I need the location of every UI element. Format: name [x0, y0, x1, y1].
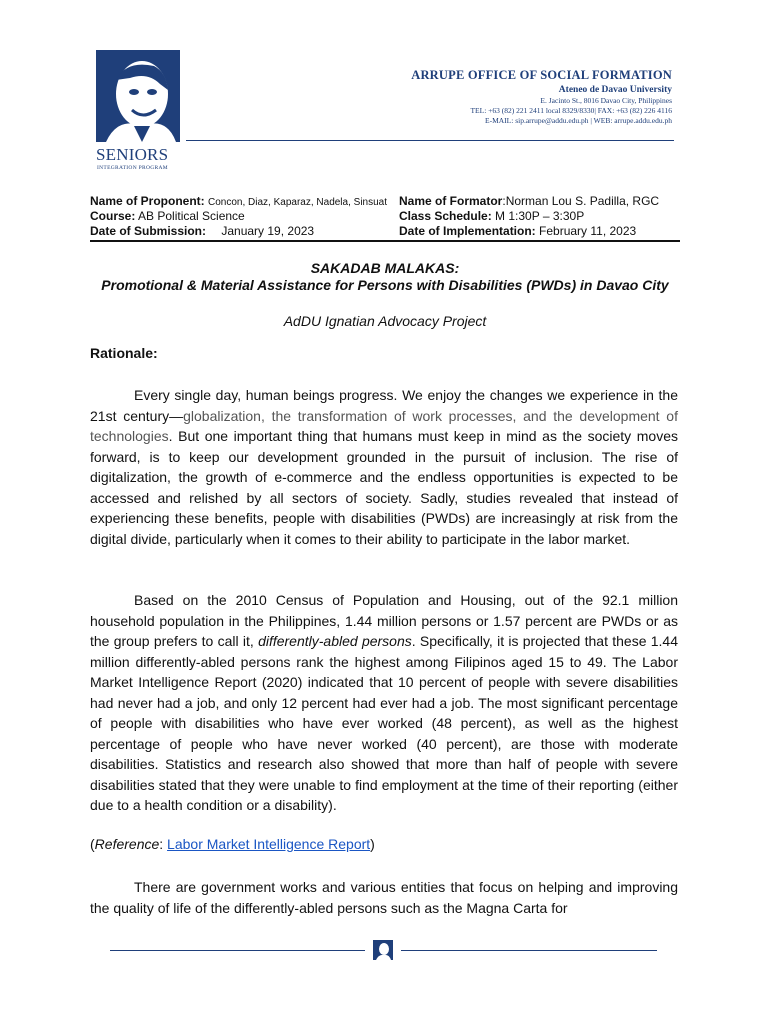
logo-subtitle: INTEGRATION PROGRAM — [97, 165, 168, 171]
implementation-row — [399, 224, 636, 239]
ref-label: Reference — [94, 836, 160, 852]
submission-value: January 19, 2023 — [221, 224, 315, 238]
proponent-row — [90, 194, 387, 210]
course-row — [90, 209, 245, 224]
rationale-paragraph-3: There are government works and various entities that focus on helping and improving the quality of life of the differently-abled persons such as the Magna Carta for — [90, 879, 678, 916]
reference-link[interactable]: Labor Market Intelligence Report — [167, 836, 371, 852]
portrait-icon — [96, 50, 180, 142]
footer-logo-icon — [373, 940, 393, 960]
p1-text-b: . But one important thing that humans must keep in mind as the society moves forward, is to keep our development grounded in the pursuit of inclusion. The rise of digitalization, the growth of e-commerce and the endless opportunities is expected to be accessed and relished by all sectors of society. Sadly, studies revealed that instead of experiencing these benefits, people with disabilities (PWDs) are increasingly at risk from the digital divide, particularly when it comes to their ability to participate in the labor market. — [90, 428, 678, 547]
ref-close: ) — [370, 836, 375, 852]
reference-line — [90, 836, 375, 852]
formator-row — [399, 194, 659, 209]
rationale-heading: Rationale: — [90, 345, 158, 361]
footer-line-right — [401, 950, 657, 951]
schedule-label: Class Schedule: — [399, 209, 492, 223]
course-label: Course: — [90, 209, 136, 223]
formator-label: Name of Formator — [399, 194, 503, 208]
title-line1: SAKADAB MALAKAS: — [310, 260, 460, 276]
rationale-paragraph-1 — [90, 385, 678, 549]
p2-text-b: . Specifically, it is projected that these 1.44 million differently-abled persons rank the highest among Filipinos aged 15 to 49. The Labor Market Intelligence Report (2020) indicated that 10 percent of people with severe disabilities had never had a job, and only 12 percent had ever had a job. The most significant percentage of people with disabilities who have ever worked (48 percent), as well as the highest percentage of people who have never worked (40 percent), are those with moderate disabilities. Statistics and research also showed that more than half of people with severe disabilities stated that they were unable to find employment at the time of their reporting (either due to a health condition or a disability). — [90, 633, 678, 813]
implementation-value: February 11, 2023 — [539, 224, 637, 238]
proponent-label: Name of Proponent: — [90, 194, 205, 208]
proponent-value: Concon, Diaz, Kaparaz, Nadela, Sinsuat — [208, 197, 388, 208]
ref-open: ( — [90, 836, 95, 852]
logo-name: SENIORS — [96, 145, 169, 164]
office-address: E. Jacinto St., 8016 Davao City, Philippines — [540, 96, 672, 105]
schedule-row — [399, 209, 584, 224]
office-email: E-MAIL: sip.arrupe@addu.edu.ph | WEB: arrupe.addu.edu.ph — [485, 116, 672, 125]
schedule-value: M 1:30P – 3:30P — [495, 209, 585, 223]
office-tel: TEL: +63 (82) 221 2411 local 8329/8330| FAX: +63 (82) 226 4116 — [470, 106, 672, 115]
p1-text-a: Every single day, human beings progress. We enjoy the changes we experience in the 21st century— — [90, 387, 678, 424]
title-line2: Promotional & Material Assistance for Persons with Disabilities (PWDs) in Davao City — [101, 277, 669, 293]
seniors-logo — [96, 50, 180, 142]
ref-colon: : — [159, 836, 168, 852]
formator-value: :Norman Lou S. Padilla, RGC — [502, 194, 660, 208]
p1-text-highlight: globalization, the transformation of work processes, and the development of technologies — [90, 407, 678, 444]
p2-text-a: Based on the 2010 Census of Population and Housing, out of the 92.1 million household population in the Philippines, 1.44 million persons or 1.57 percent are PWDs or as the group prefers to call it, — [90, 592, 678, 649]
office-header — [411, 68, 672, 125]
office-name: ARRUPE OFFICE OF SOCIAL FORMATION — [411, 68, 672, 82]
rationale-paragraph-2 — [90, 590, 678, 816]
course-value: AB Political Science — [138, 209, 245, 223]
title-line3: AdDU Ignatian Advocacy Project — [283, 313, 487, 329]
implementation-label: Date of Implementation: — [399, 224, 536, 238]
footer-line-left — [110, 950, 365, 951]
submission-label: Date of Submission: — [90, 224, 207, 238]
p2-text-emphasis: differently-abled persons — [258, 633, 412, 649]
header-divider — [186, 140, 674, 141]
info-divider — [90, 240, 680, 242]
submission-row — [90, 224, 314, 239]
university-name: Ateneo de Davao University — [558, 85, 672, 95]
